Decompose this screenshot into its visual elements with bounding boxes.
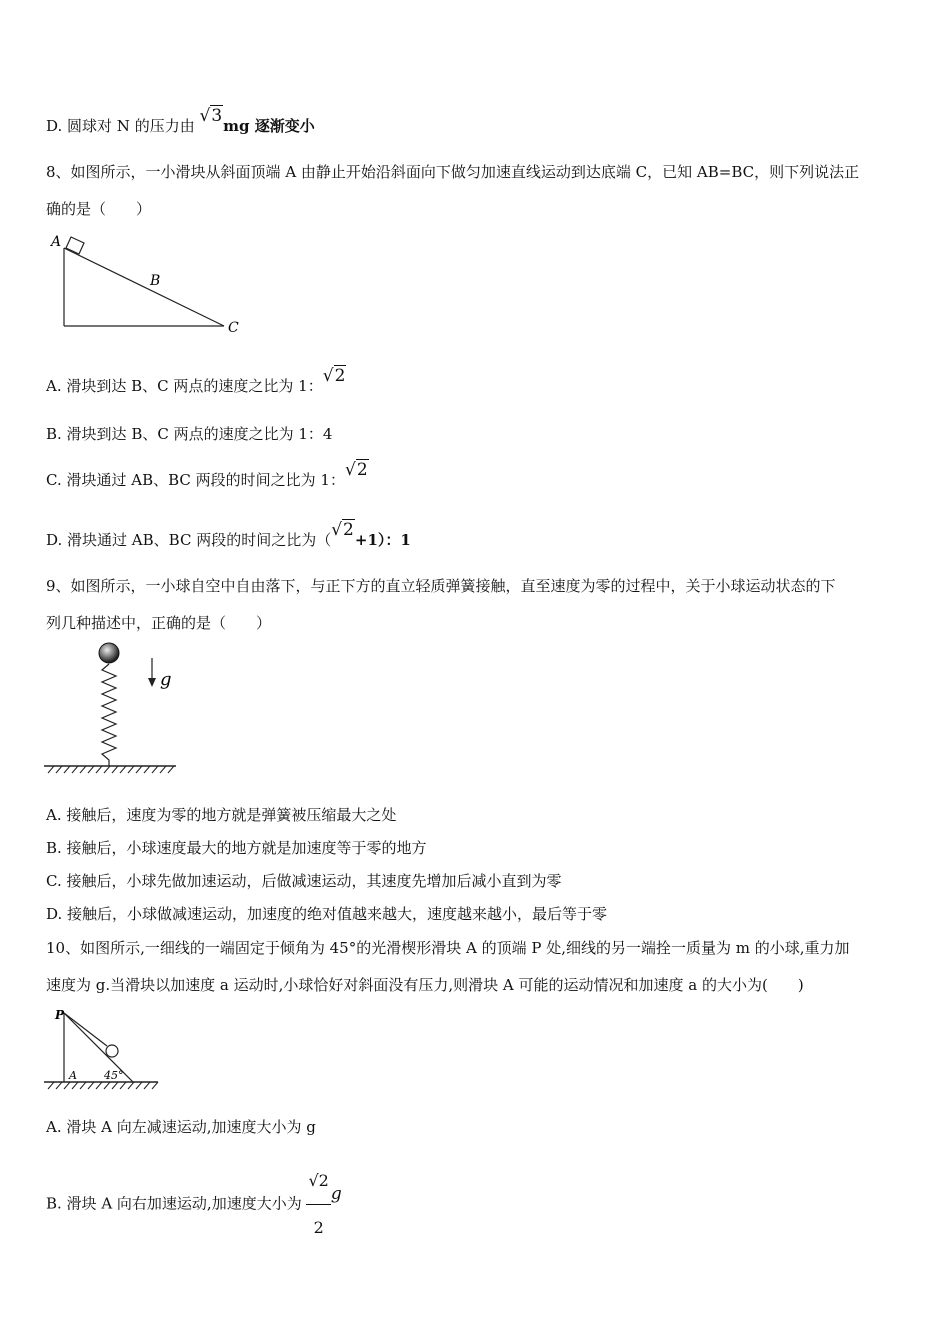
label-g: g [160,669,172,690]
q10-stem-line2: 速度为 g.当滑块以加速度 a 运动时,小球恰好对斜面没有压力,则滑块 A 可能的运动情况和加速度 a 的大小为( ) [46,976,804,994]
string [64,1013,107,1046]
sqrt-2: √2 [322,366,346,386]
q8-stem-line2: 确的是（ ） [46,200,152,218]
ground-hatch [48,766,174,773]
q7-option-d-suffix: mg 逐渐变小 [223,117,315,135]
label-angle: 45° [104,1069,124,1082]
q10-wedge-figure [44,1005,164,1093]
ball [99,643,119,663]
q10-option-a: A. 滑块 A 向左减速运动,加速度大小为 g [46,1118,316,1136]
q8-incline-figure [44,228,254,340]
q9-stem-line1: 9、如图所示，一小球自空中自由落下，与正下方的直立轻质弹簧接触，直至速度为零的过程中，关于小球运动状态的下 [46,577,836,595]
q8-stem-line1: 8、如图所示，一小滑块从斜面顶端 A 由静止开始沿斜面向下做匀加速直线运动到达底端 C，已知 AB=BC，则下列说法正 [46,163,860,181]
q7-option-d [46,106,315,136]
ball [106,1045,118,1057]
q9-option-d: D. 接触后，小球做减速运动，加速度的绝对值越来越大，速度越来越小，最后等于零 [46,905,608,923]
q9-option-b: B. 接触后，小球速度最大的地方就是加速度等于零的地方 [46,839,427,857]
q10-stem-line1: 10、如图所示,一细线的一端固定于倾角为 45°的光滑楔形滑块 A 的顶端 P 处,细线的另一端拴一质量为 m 的小球,重力加 [46,939,850,957]
sqrt-2: √2 [344,460,368,480]
q9-stem-line2: 列几种描述中，正确的是（ ） [46,614,272,632]
label-b: B [150,273,161,289]
q10-option-b: B. 滑块 A 向右加速运动,加速度大小为 $\frac{√2}{2}$ g [46,1158,342,1251]
label-a: A [51,234,62,250]
q8-option-c: C. 滑块通过 AB、BC 两段的时间之比为 1：√2 [46,460,368,489]
sqrt-3: √3 [199,106,223,126]
fraction-sqrt2-over-2: $\frac{√2}{2}$ [306,1158,330,1251]
q9-option-a: A. 接触后，速度为零的地方就是弹簧被压缩最大之处 [46,806,397,824]
q7-option-d-prefix: D. 圆球对 N 的压力由 [46,117,200,135]
q8-option-a: A. 滑块到达 B、C 两点的速度之比为 1：√2 [46,366,346,395]
label-c: C [228,320,239,336]
q9-spring-figure [44,640,184,778]
slider-block [66,237,84,254]
q8-option-d: D. 滑块通过 AB、BC 两段的时间之比为（√2+1）：1 [46,520,411,549]
q9-option-c: C. 接触后，小球先做加速运动，后做减速运动，其速度先增加后减小直到为零 [46,872,562,890]
label-a: A [69,1069,77,1082]
spring [102,664,116,766]
sqrt-2: √2 [331,520,354,540]
ground-hatch [48,1082,158,1089]
label-p: P [55,1008,65,1022]
q8-option-b: B. 滑块到达 B、C 两点的速度之比为 1：4 [46,425,333,443]
